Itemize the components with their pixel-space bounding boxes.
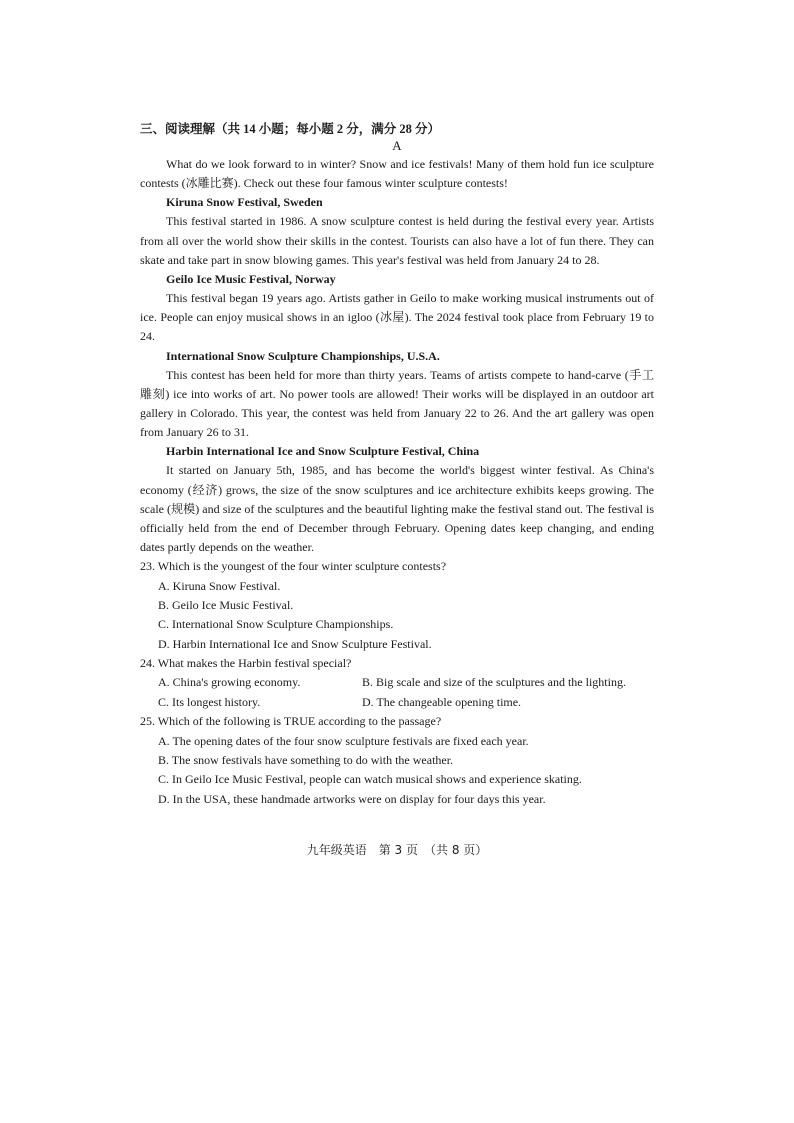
section-title: 三、阅读理解（共 14 小题；每小题 2 分，满分 28 分）: [140, 122, 441, 136]
option-b[interactable]: B. Big scale and size of the sculptures and the lighting.: [362, 675, 626, 690]
question-23: [140, 557, 654, 654]
festival-paragraph: This festival began 19 years ago. Artists gather in Geilo to make working musical instruments out of ice. People can enjoy musical shows in an igloo (冰屋). The 2024 festival took place from February 19 to 24.: [140, 291, 654, 344]
festival-block: [140, 347, 654, 443]
festival-heading: Harbin International Ice and Snow Sculpture Festival, China: [166, 444, 480, 459]
option-c[interactable]: C. In Geilo Ice Music Festival, people can watch musical shows and experience skating.: [158, 772, 582, 787]
festival-heading: International Snow Sculpture Championships, U.S.A.: [166, 348, 440, 363]
option-d[interactable]: D. The changeable opening time.: [362, 694, 522, 709]
option-d[interactable]: D. Harbin International Ice and Snow Sculpture Festival.: [158, 636, 432, 651]
option-list: [140, 577, 654, 655]
option-c[interactable]: C. Its longest history.: [158, 694, 261, 709]
question-stem: 25. Which of the following is TRUE according to the passage?: [140, 714, 442, 729]
option-a[interactable]: A. China's growing economy.: [158, 675, 301, 690]
option-row: [158, 693, 654, 712]
festival-heading: Kiruna Snow Festival, Sweden: [166, 195, 323, 210]
question-25: [140, 712, 654, 809]
festival-paragraph: This contest has been held for more than thirty years. Teams of artists compete to hand-carve (手工雕刻) ice into works of art. No power tools are allowed! Their works will be displayed in an outdoor art gallery in Colorado. This year, the contest was held from January 22 to 26. And the art gallery was open from January 26 to 31.: [140, 367, 654, 440]
festival-paragraph: This festival started in 1986. A snow sculpture contest is held during the festival every year. Artists from all over the world show their skills in the contest. Tourists can also have a lot of fun there. They can skate and take part in snow blowing games. This year's festival was held from January 24 to 28.: [140, 214, 654, 267]
option-grid: [140, 673, 654, 712]
festival-paragraph: It started on January 5th, 1985, and has become the world's biggest winter festival. As China's economy (经济) grows, the size of the snow sculptures and ice architecture exhibits keeps growing. The scale (规模) and size of the sculptures and the beautiful lighting make the festival stand out. The festival is officially held from the end of December through February. Opening dates keep changing, and ending dates partly depends on the weather.: [140, 463, 654, 555]
page-footer: 九年级英语 第 3 页 （共 8 页）: [306, 843, 488, 857]
option-b[interactable]: B. Geilo Ice Music Festival.: [158, 598, 294, 613]
question-stem: 24. What makes the Harbin festival special?: [140, 656, 352, 671]
option-b[interactable]: B. The snow festivals have something to do with the weather.: [158, 752, 454, 767]
option-c[interactable]: C. International Snow Sculpture Championships.: [158, 617, 394, 632]
festival-block: [140, 270, 654, 347]
festival-block: [140, 193, 654, 270]
option-d[interactable]: D. In the USA, these handmade artworks were on display for four days this year.: [158, 791, 546, 806]
option-a[interactable]: A. Kiruna Snow Festival.: [158, 578, 281, 593]
passage-letter: A: [392, 138, 402, 153]
festival-heading: Geilo Ice Music Festival, Norway: [166, 272, 336, 287]
festival-block: [140, 442, 654, 557]
passage-intro: What do we look forward to in winter? Snow and ice festivals! Many of them hold fun ice sculpture contests (冰雕比赛). Check out these four famous winter sculpture contests!: [140, 157, 654, 191]
question-stem: 23. Which is the youngest of the four winter sculpture contests?: [140, 559, 447, 574]
option-row: [158, 673, 654, 692]
option-a[interactable]: A. The opening dates of the four snow sculpture festivals are fixed each year.: [158, 733, 529, 748]
question-24: [140, 654, 654, 712]
option-list: [140, 732, 654, 810]
